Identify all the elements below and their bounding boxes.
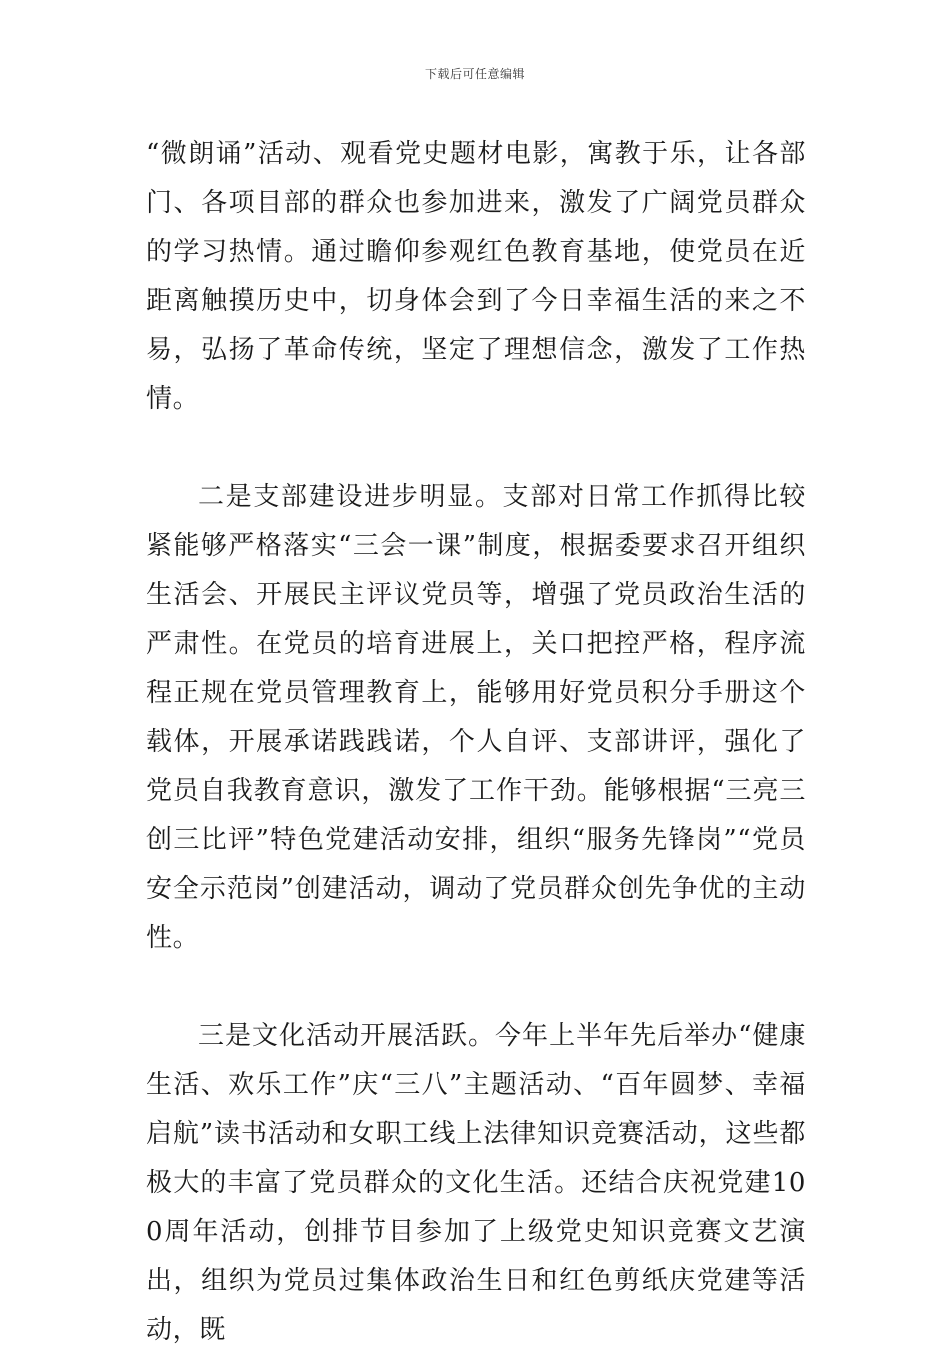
paragraph-continued: “微朗诵”活动、观看党史题材电影，寓教于乐，让各部门、各项目部的群众也参加进来，激发了广阔党员群众的学习热情。通过瞻仰参观红色教育基地，使党员在近距离触摸历史中，切身体会到了今日幸福生活的来之不易，弘扬了革命传统，坚定了理想信念，激发了工作热情。 [146, 139, 806, 414]
paragraph-branch-building: 二是支部建设进步明显。支部对日常工作抓得比较紧能够严格落实“三会一课”制度，根据委要求召开组织生活会、开展民主评议党员等，增强了党员政治生活的严肃性。在党员的培育进展上，关口把控严格，程序流程正规在党员管理教育上，能够用好党员积分手册这个载体，开展承诺践践诺，个人自评、支部讲评，强化了党员自我教育意识，激发了工作干劲。能够根据“三亮三创三比评”特色党建活动安排，组织“服务先锋岗”“党员安全示范岗”创建活动，调动了党员群众创先争优的主动性。 [146, 482, 806, 953]
paragraph-cultural-activities: 三是文化活动开展活跃。今年上半年先后举办“健康生活、欢乐工作”庆“三八”主题活动、“百年圆梦、幸福启航”读书活动和女职工线上法律知识竞赛活动，这些都极大的丰富了党员群众的文化生活。还结合庆祝党建100周年活动，创排节目参加了上级党史知识竞赛文艺演出，组织为党员过集体政治生日和红色剪纸庆党建等活动，既 [146, 1021, 806, 1345]
document-body [146, 130, 806, 1355]
header-note: 下载后可任意编辑 [424, 67, 525, 81]
